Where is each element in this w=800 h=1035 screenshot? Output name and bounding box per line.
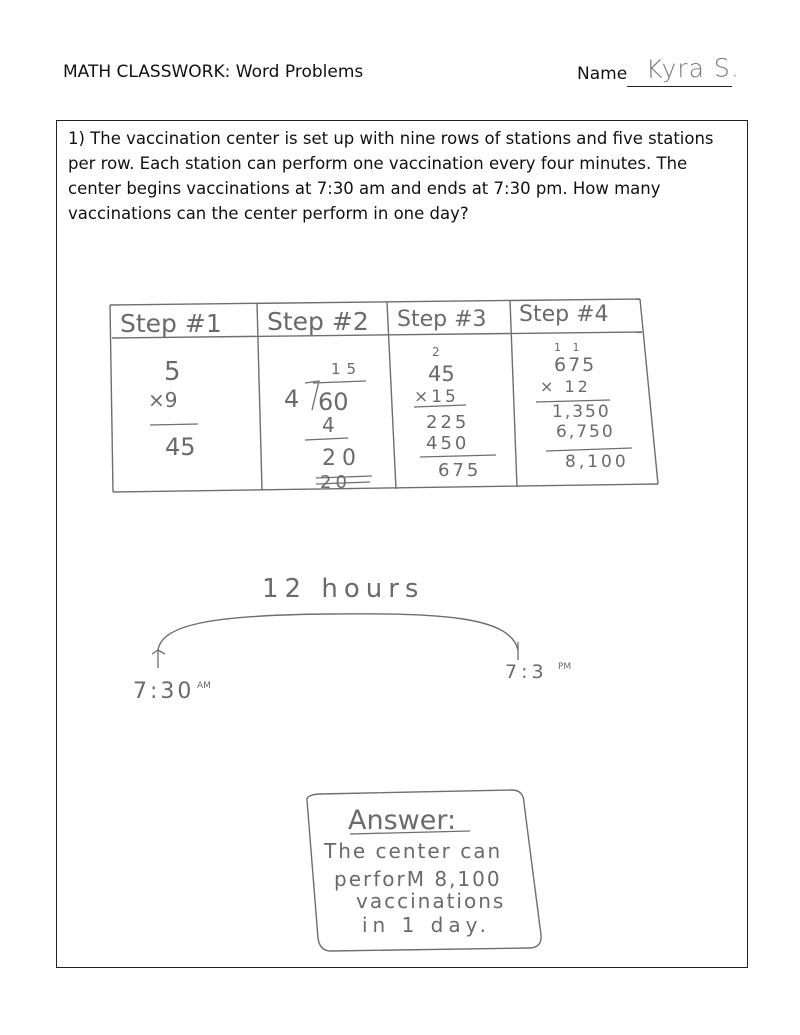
step-4-line: 1 1 bbox=[554, 341, 584, 354]
step-2-line: 60 bbox=[318, 388, 349, 416]
step-3-line: 675 bbox=[438, 460, 482, 481]
start-time: 7:30 bbox=[133, 679, 195, 704]
duration-label: 12 hours bbox=[262, 574, 425, 604]
answer-line: perforM 8,100 bbox=[334, 867, 502, 891]
student-name: Kyra S. bbox=[645, 53, 740, 84]
step-2-line: 15 bbox=[331, 360, 363, 378]
step-4-line: 8,100 bbox=[565, 452, 629, 472]
end-time-suffix: PM bbox=[558, 662, 572, 672]
answer-line: in 1 day. bbox=[362, 913, 491, 937]
step-2-line: 20 bbox=[320, 472, 351, 493]
problem-text: 1) The vaccination center is set up with nine rows of stations and five stations per row. Each station can perform one vaccination every four minutes. The center begins vaccinations at 7:30 am and ends at 7:30 pm. How many vaccinations can the center perform in one day? bbox=[68, 129, 714, 223]
step-4-line: 675 bbox=[554, 354, 597, 376]
step-3-line: 450 bbox=[426, 433, 470, 454]
page-title: MATH CLASSWORK: Word Problems bbox=[63, 62, 364, 82]
step-1-header: Step #1 bbox=[120, 309, 222, 338]
step-2-header: Step #2 bbox=[267, 307, 369, 336]
step-1-line: ×9 bbox=[148, 388, 178, 412]
answer-line: vaccinations bbox=[356, 889, 506, 913]
name-label: Name bbox=[577, 64, 628, 84]
answer-heading: Answer: bbox=[348, 805, 457, 836]
step-3-line: 2 bbox=[432, 345, 440, 359]
step-2-line: 4 bbox=[322, 413, 335, 437]
step-2-line: 4 bbox=[284, 385, 300, 413]
step-2-line: 20 bbox=[322, 446, 362, 471]
step-1-line: 45 bbox=[165, 433, 196, 461]
step-3-header: Step #3 bbox=[397, 307, 487, 332]
step-3-line: ×15 bbox=[414, 387, 459, 407]
step-4-line: 1,350 bbox=[552, 402, 611, 422]
step-1-line: 5 bbox=[164, 357, 181, 387]
end-time: 7:3 bbox=[505, 661, 548, 683]
answer-line: The center can bbox=[324, 839, 503, 863]
start-time-suffix: AM bbox=[197, 681, 211, 691]
step-4-header: Step #4 bbox=[519, 302, 609, 327]
timeline-arc bbox=[158, 614, 518, 650]
step-3-line: 225 bbox=[426, 412, 470, 433]
step-4-line: × 12 bbox=[540, 377, 591, 396]
step-3-line: 45 bbox=[428, 362, 455, 386]
step-4-line: 6,750 bbox=[556, 422, 615, 442]
